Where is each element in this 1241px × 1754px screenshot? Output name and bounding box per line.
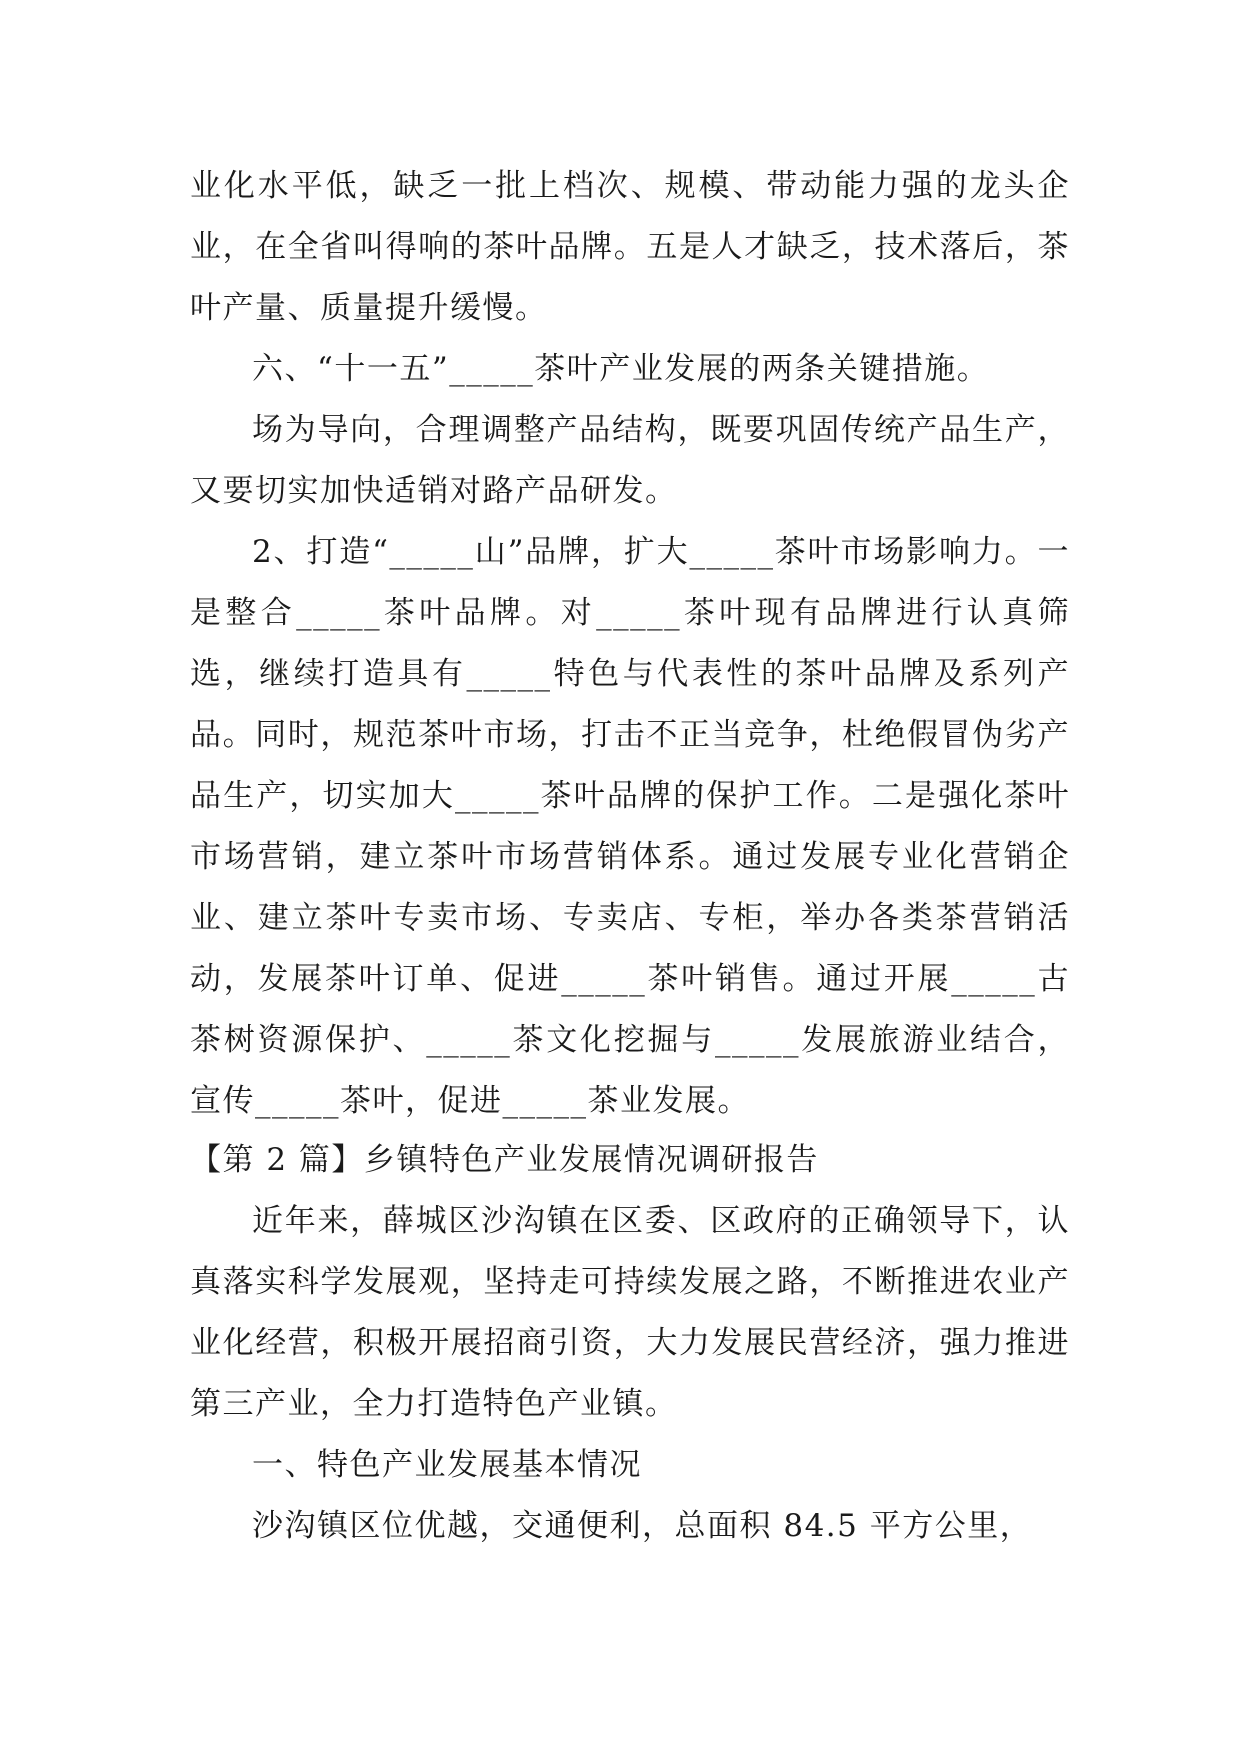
paragraph-intro: 近年来，薛城区沙沟镇在区委、区政府的正确领导下，认真落实科学发展观，坚持走可持续发展之路，不断推进农业产业化经营，积极开展招商引资，大力发展民营经济，强力推进第三产业，全力打造特色产业镇。: [190, 1203, 1070, 1422]
paragraph-brand-building: 2、打造“_____山”品牌，扩大_____茶叶市场影响力。一是整合_____茶叶品牌。对_____茶叶现有品牌进行认真筛选，继续打造具有_____特色与代表性的茶叶品牌及系列产品。同时，规范茶叶市场，打击不正当竞争，杜绝假冒伪劣产品生产，切实加大_____茶叶品牌的保护工作。二是强化茶叶市场营销，建立茶叶市场营销体系。通过发展专业化营销企业、建立茶叶专卖市场、专卖店、专柜，举办各类茶营销活动，发展茶叶订单、促进_____茶叶销售。通过开展_____古茶树资源保护、_____茶文化挖掘与_____发展旅游业结合，宣传_____茶叶，促进_____茶业发展。: [190, 534, 1070, 1119]
paragraph-continuation: 业化水平低，缺乏一批上档次、规模、带动能力强的龙头企业，在全省叫得响的茶叶品牌。五是人才缺乏，技术落后，茶叶产量、质量提升缓慢。: [190, 168, 1070, 326]
heading-section-6: 六、“十一五”_____茶叶产业发展的两条关键措施。: [252, 351, 990, 387]
article-2-title: 【第 2 篇】乡镇特色产业发展情况调研报告: [190, 1142, 819, 1178]
article-1-content: [190, 156, 1070, 1132]
heading-section-1: 一、特色产业发展基本情况: [252, 1447, 642, 1483]
paragraph-market-orientation: 场为导向，合理调整产品结构，既要巩固传统产品生产，又要切实加快适销对路产品研发。: [190, 412, 1070, 509]
article-2-content: [190, 1130, 1070, 1557]
paragraph-location: 沙沟镇区位优越，交通便利，总面积 84.5 平方公里，: [252, 1508, 1033, 1544]
